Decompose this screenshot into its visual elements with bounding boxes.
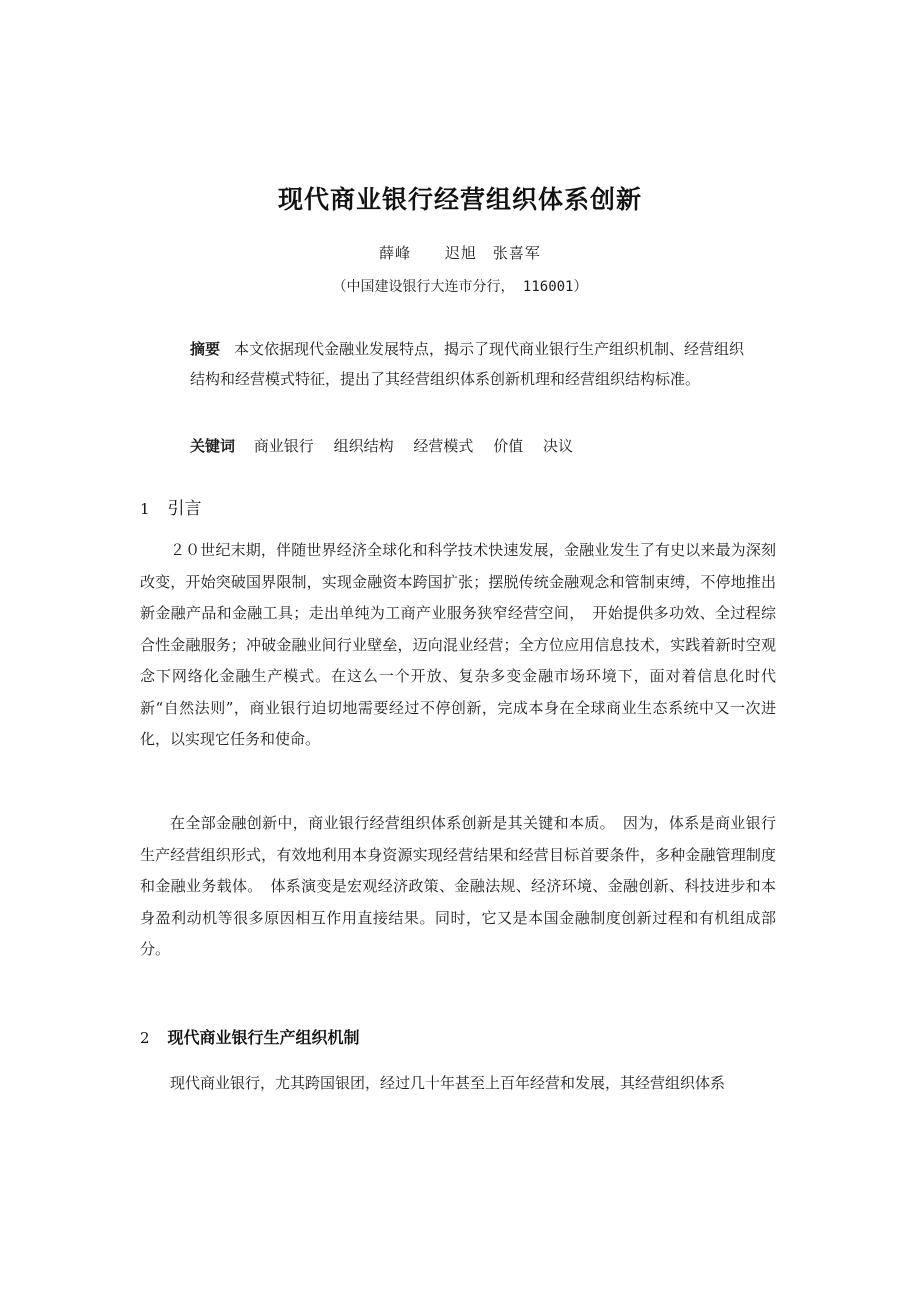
keywords — [190, 431, 750, 461]
affiliation: （中国建设银行大连市分行， 116001） — [332, 279, 588, 295]
paragraph: ２０世纪末期，伴随世界经济全球化和科学技术快速发展，金融业发生了有史以来最为深刻改变，开始突破国界限制，实现金融资本跨国扩张；摆脱传统金融观念和管制束缚，不停地推出新金融产品和金融工具；走出单纯为工商产业服务狭窄经营空间， 开始提供多功效、全过程综合性金融服务；冲破金融业间行业壁垒，迈向混业经营；全方位应用信息技术，实践着新时空观念下网络化金融生产模式。在这么一个开放、复杂多变金融市场环境下，面对着信息化时代新“自然法则”，商业银行迫切地需要经过不停创新，完成本身在全球商业生态系统中又一次进化，以实现它任务和使命。 — [140, 541, 776, 748]
paragraph: 在全部金融创新中，商业银行经营组织体系创新是其关键和本质。 因为，体系是商业银行生产经营组织形式，有效地利用本身资源实现经营结果和经营目标首要条件，多种金融管理制度和金融业务载体。 体系演变是宏观经济政策、金融法规、经济环境、金融创新、科技进步和本身盈利动机等很多原因相互作用直接结果。同时，它又是本国金融制度创新过程和有机组成部分。 — [140, 814, 776, 958]
keywords-label: 关键词 — [190, 437, 236, 455]
paragraph: 现代商业银行，尤其跨国银团，经过几十年甚至上百年经营和发展，其经营组织体系 — [170, 1074, 726, 1092]
keyword: 组织结构 — [333, 437, 394, 455]
abstract-label: 摘要 — [190, 340, 221, 358]
authors: 薛峰 迟旭 张喜军 — [379, 244, 541, 262]
document-title: 现代商业银行经营组织体系创新 — [277, 185, 642, 214]
keyword: 经营模式 — [413, 437, 474, 455]
section-heading — [140, 494, 202, 519]
keyword: 商业银行 — [253, 437, 314, 455]
section-number: 1 — [140, 500, 150, 518]
abstract — [190, 334, 750, 394]
section-heading — [140, 1025, 360, 1048]
section-number: 2 — [140, 1029, 150, 1047]
section-title: 现代商业银行生产组织机制 — [167, 1028, 360, 1047]
keyword: 决议 — [542, 437, 573, 455]
keyword: 价值 — [493, 437, 524, 455]
section-title: 引言 — [167, 499, 202, 519]
abstract-text: 本文依据现代金融业发展特点，揭示了现代商业银行生产组织机制、经营组织结构和经营模式特征，提出了其经营组织体系创新机理和经营组织结构标准。 — [190, 340, 745, 388]
